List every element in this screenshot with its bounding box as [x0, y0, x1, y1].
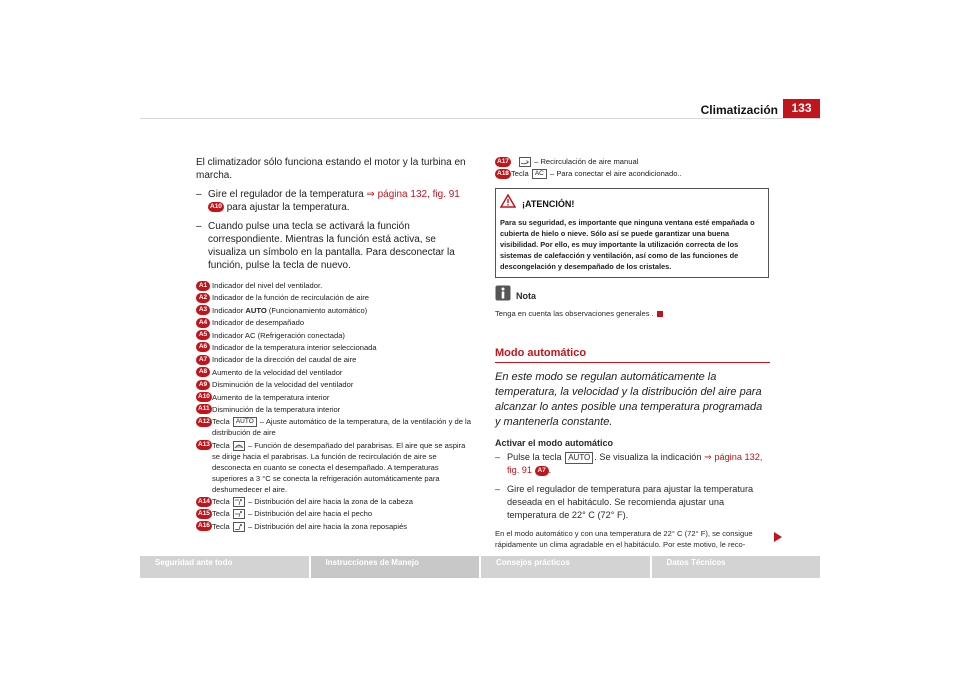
head-airflow-icon — [233, 497, 245, 507]
legend-item: A13 Tecla – Función de desempañado del parabrisas. El aire que se aspira se dirige hacia el parabrisas. La función de recirculación de aire se desconecta en cuanto se conecta el desempañado. A temperaturas superiores a 3 °C se conecta la refrigeración automáticamente para deshumedecer el aire. — [198, 440, 466, 494]
legend-item: A14 Tecla – Distribución del aire hacia la zona de la cabeza — [198, 497, 414, 507]
running-header-title: Climatización — [700, 103, 778, 117]
legend-item: A7 Indicador de la dirección del caudal de aire — [196, 354, 471, 365]
footnote-text: En el modo automático y con una temperatura de 22° C (72° F), se consigue rápidamente un clima agradable en el habitáculo. Por este motivo, le reco- — [495, 529, 753, 550]
legend-item: A5 Indicador AC (Refrigeración conectada) — [196, 330, 471, 341]
header-divider — [140, 118, 820, 119]
feet-airflow-icon — [233, 522, 245, 532]
legend-item: A4 Indicador de desempañado — [196, 317, 471, 328]
section-intro: En este modo se regulan automáticamente la temperatura, la velocidad y la distribución del aire para alcanzar lo antes posible una temperatura programada y mantenerla constante. — [495, 371, 763, 429]
section-title: Modo automático — [495, 347, 770, 363]
warning-triangle-icon — [500, 194, 516, 213]
legend-item: A10 Aumento de la temperatura interior — [198, 392, 330, 402]
note-heading — [495, 285, 770, 306]
left-column — [196, 156, 471, 533]
page-number: 133 — [783, 99, 820, 118]
auto-key: AUTO — [233, 417, 257, 427]
ac-key: AC — [532, 169, 547, 179]
legend-item: A8 Aumento de la velocidad del ventilador — [196, 367, 471, 378]
note-title: Nota — [516, 290, 536, 301]
warning-body: Para su seguridad, es importante que ninguna ventana esté empañada o cubierta de hielo o nieve. Sólo así se puede garantizar una buena visibilidad. Por ello, es muy importante la utilización correcta de los sistemas de calefacción y ventilación, así como de las funciones de descongelación y desempañado de los cristales. — [500, 218, 755, 272]
warning-box — [495, 188, 769, 278]
right-column — [495, 156, 770, 550]
step-item: – Gire el regulador de temperatura para ajustar la temperatura deseada en el habitáculo. Se recomienda ajustar una temperatura de 22° C (72° F). — [495, 484, 754, 521]
legend-item: A12 Tecla AUTO – Ajuste automático de la temperatura, de la ventilación y de la distribución de aire — [198, 417, 471, 438]
legend-item: A9 Disminución de la velocidad del ventilador — [196, 379, 471, 390]
end-marker-icon — [657, 311, 663, 317]
step-item: – Pulse la tecla AUTO . Se visualiza la indicación ⇒ página 132, fig. 91 A7 . — [495, 452, 763, 476]
legend-item: A3 Indicador AUTO (Funcionamiento automático) — [196, 305, 471, 316]
footer-navigation — [140, 556, 820, 578]
footer-tab-operating-instructions[interactable]: Instrucciones de Manejo — [311, 556, 480, 578]
intro-paragraph: El climatizador sólo funciona estando el motor y la turbina en marcha. — [196, 157, 466, 181]
chest-airflow-icon — [233, 509, 245, 519]
footer-tab-practical-tips[interactable]: Consejos prácticos — [481, 556, 650, 578]
legend-item: A17 – Recirculación de aire manual — [497, 157, 639, 166]
legend-item: A2 Indicador de la función de recirculación de aire — [196, 292, 471, 303]
legend-item: A1 Indicador del nivel del ventilador. — [196, 280, 471, 291]
footer-tab-technical-data[interactable]: Datos Técnicos — [652, 556, 821, 578]
callout-tag: A7 — [535, 466, 549, 476]
note-body: Tenga en cuenta las observaciones generales . — [495, 308, 770, 319]
defrost-icon — [233, 441, 245, 451]
callout-legend — [196, 280, 471, 532]
step-item: – Gire el regulador de la temperatura ⇒ página 132, fig. 91 A10 para ajustar la temperatura. — [196, 189, 460, 213]
auto-key: AUTO — [565, 452, 593, 464]
callout-tag: A10 — [210, 203, 222, 211]
legend-item: A18 Tecla AC – Para conectar el aire acondicionado.. — [497, 169, 682, 179]
note-icon — [495, 285, 511, 306]
legend-item: A11 Disminución de la temperatura interior — [198, 404, 341, 414]
footer-tab-safety[interactable]: Seguridad ante todo — [140, 556, 309, 578]
page-reference-link[interactable]: ⇒ página 132, fig. 91 — [507, 452, 763, 476]
subsection-heading: Activar el modo automático — [495, 438, 614, 449]
warning-title: ¡ATENCIÓN! — [522, 198, 575, 209]
recirculation-icon — [519, 157, 531, 167]
legend-item: A15 Tecla – Distribución del aire hacia el pecho — [198, 509, 373, 519]
legend-item: A16 Tecla – Distribución del aire hacia la zona reposapiés — [198, 521, 408, 531]
continue-arrow-icon — [774, 529, 782, 547]
page-reference-link[interactable]: ⇒ página 132, fig. 91 — [366, 189, 460, 200]
step-item: – Cuando pulse una tecla se activará la función correspondiente. Mientras la función está activa, se visualiza un símbolo en la pantalla. Para desconectar la función, pulse la tecla de nuevo. — [196, 221, 455, 271]
legend-item: A6 Indicador de la temperatura interior seleccionada — [196, 342, 471, 353]
